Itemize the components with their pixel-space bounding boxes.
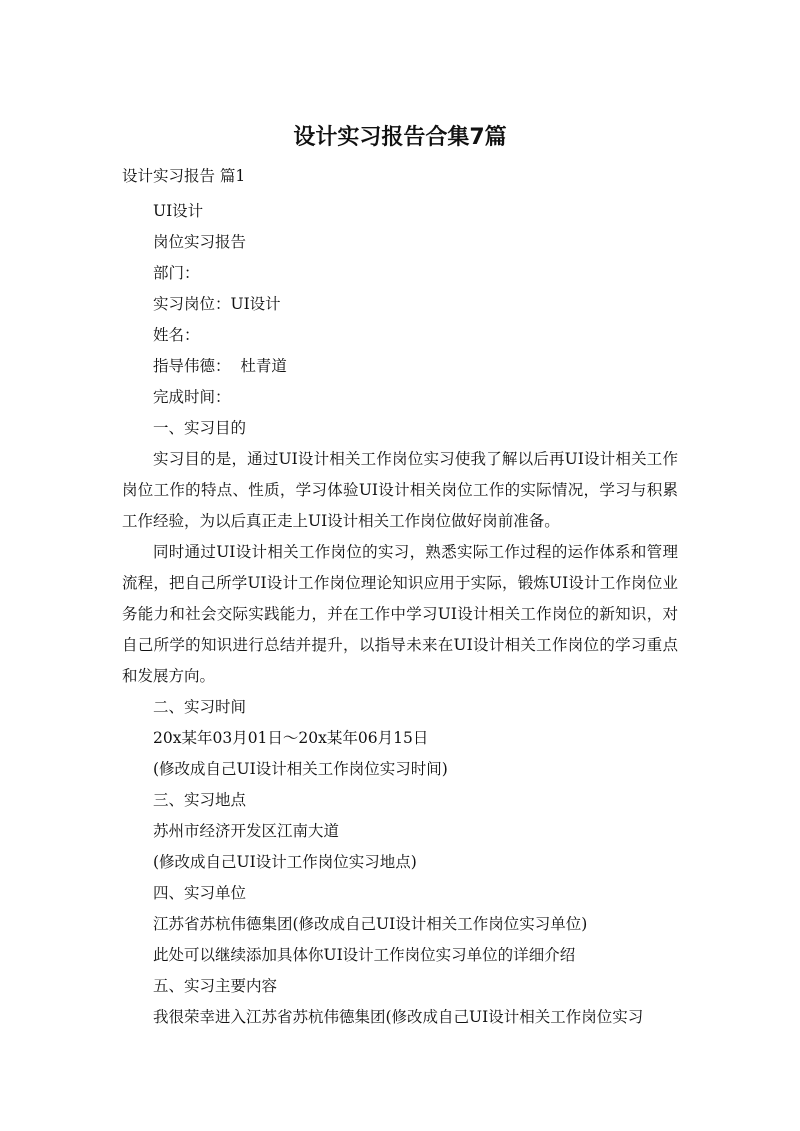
body-line: 我很荣幸进入江苏省苏杭伟德集团(修改成自己UI设计相关工作岗位实习: [153, 1008, 644, 1026]
body-line: 部门：: [153, 264, 200, 282]
body-line: 实习岗位：UI设计: [153, 295, 281, 313]
section-heading: 一、实习目的: [153, 419, 247, 437]
body-line: 姓名：: [153, 326, 200, 344]
document-title: 设计实习报告合集7篇: [293, 125, 507, 150]
body-line: 20x某年03月01日～20x某年06月15日: [153, 729, 429, 747]
body-line: UI设计: [153, 202, 204, 220]
body-line: 江苏省苏杭伟德集团(修改成自己UI设计相关工作岗位实习单位): [153, 915, 588, 933]
document-subtitle: 设计实习报告 篇1: [122, 167, 246, 185]
body-line: 此处可以继续添加具体你UI设计工作岗位实习单位的详细介绍: [153, 946, 576, 964]
section-heading: 五、实习主要内容: [153, 977, 278, 995]
body-line: (修改成自己UI设计工作岗位实习地点): [153, 853, 417, 871]
document-body: [122, 196, 678, 1033]
paragraph: 实习目的是，通过UI设计相关工作岗位实习使我了解以后再UI设计相关工作岗位工作的特点、性质，学习体验UI设计相关岗位工作的实际情况，学习与积累工作经验，为以后真正走上UI设计相关工作岗位做好岗前准备。: [122, 450, 678, 530]
body-line: 岗位实习报告: [153, 233, 247, 251]
body-line: 指导伟德： 杜青道: [153, 357, 287, 375]
section-heading: 二、实习时间: [153, 698, 247, 716]
body-line: 苏州市经济开发区江南大道: [153, 822, 340, 840]
section-heading: 三、实习地点: [153, 791, 247, 809]
paragraph: 同时通过UI设计相关工作岗位的实习，熟悉实际工作过程的运作体系和管理流程，把自己所学UI设计工作岗位理论知识应用于实际，锻炼UI设计工作岗位业务能力和社会交际实践能力，并在工作中学习UI设计相关工作岗位的新知识，对自己所学的知识进行总结并提升，以指导未来在UI设计相关工作岗位的学习重点和发展方向。: [122, 543, 678, 685]
section-heading: 四、实习单位: [153, 884, 247, 902]
body-line: 完成时间：: [153, 388, 231, 406]
body-line: (修改成自己UI设计相关工作岗位实习时间): [153, 760, 448, 778]
